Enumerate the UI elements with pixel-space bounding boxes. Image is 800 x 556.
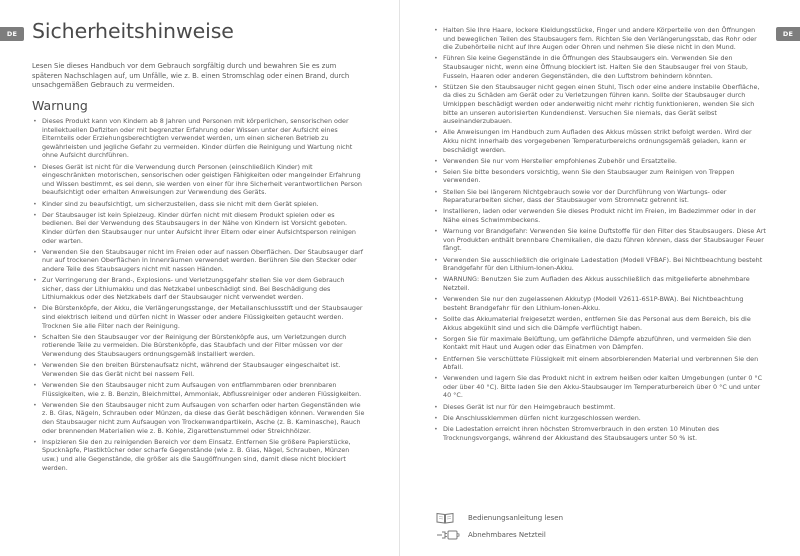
right-warning-list	[433, 26, 767, 445]
legend-label: Bedienungsanleitung lesen	[468, 514, 564, 522]
page-title: Sicherheitshinweise	[32, 19, 234, 43]
list-item: • Schalten Sie den Staubsauger vor der Reinigung der Bürstenköpfe aus, um Verletzungen durch rotierende Teile zu vermeiden. Die Bürstenköpfe, das Staubfach und der Filter müssen vor der Verwendung des Staubsaugers ordnungsgemäß installiert werden.	[32, 333, 365, 359]
list-item: • Verwenden und lagern Sie das Produkt nicht in extrem heißen oder kalten Umgebungen (unter 0 °C oder über 40 °C). Bitte laden Sie den Akku-Staubsauger im Temperaturbereich über 0 °C und unter 40 °C.	[433, 374, 767, 400]
list-item: • Die Bürstenköpfe, der Akku, die Verlängerungsstange, der Metallanschlussstift und der Staubsauger sind elektrisch leitend und dürfen nicht in Wasser oder andere Flüssigkeiten getaucht werden. Trocknen Sie alle Filter nach der Reinigung.	[32, 304, 365, 330]
list-item: • Verwenden Sie den Staubsauger nicht zum Aufsaugen von scharfen oder harten Gegenständen wie z. B. Glas, Nägeln, Schrauben oder Münzen, da diese das Gerät beschädigen können. Verwenden Sie den Staubsauger nicht zum Aufsaugen von Trockenwandpartikeln, Asche (z. B. Kaminasche), Rauch oder brennenden Materialien wie z. B. Kohle, Zigarettenstummel oder Streichhölzer.	[32, 401, 365, 435]
legend-label: Abnehmbares Netzteil	[468, 531, 546, 539]
list-item: • WARNUNG: Benutzen Sie zum Aufladen des Akkus ausschließlich das mitgelieferte abnehmbare Netzteil.	[433, 275, 767, 292]
list-item: • Stützen Sie den Staubsauger nicht gegen einen Stuhl, Tisch oder eine andere instabile Oberfläche, da dies zu Schäden am Gerät oder zu Verletzungen führen kann. Sollte der Staubsauger durch Umkippen beschädigt werden oder anderweitig nicht mehr richtig funktionieren, wenden Sie sich bitte an unseren autorisierten Kundendienst. Versuchen Sie niemals, das Gerät selbst auseinanderzubauen.	[433, 83, 767, 126]
list-item: • Halten Sie Ihre Haare, lockere Kleidungsstücke, Finger und andere Körperteile von den Öffnungen und beweglichen Teilen des Staubsaugers fern. Richten Sie den Verlängerungsstab, das Rohr oder die Zubehörteile nicht auf Ihre Augen oder Ohren und nehmen Sie diese nicht in den Mund.	[433, 26, 767, 52]
list-item: • Verwenden Sie den breiten Bürstenaufsatz nicht, während der Staubsauger eingeschaltet ist. Verwenden Sie das Gerät nicht bei nassem Fell.	[32, 361, 365, 378]
list-item: • Zur Verringerung der Brand-, Explosions- und Verletzungsgefahr stellen Sie vor dem Gebrauch sicher, dass der Lithiumakku und das Netzkabel unbeschädigt sind. Bei Beschädigung des Lithiumakkus oder des Netzkabels darf der Staubsauger nicht verwendet werden.	[32, 276, 365, 302]
language-tab: DE	[776, 27, 800, 41]
left-warning-list	[32, 117, 365, 475]
legend-detachable-adapter	[436, 529, 736, 541]
warning-heading: Warnung	[32, 98, 88, 113]
list-item: • Verwenden Sie ausschließlich die originale Ladestation (Modell VFBAF). Bei Nichtbeachtung besteht Brandgefahr für den Lithium-Ionen-Akku.	[433, 256, 767, 273]
list-item: • Die Ladestation erreicht ihren höchsten Stromverbrauch in den ersten 10 Minuten des Trocknungsvorgangs, während der Akkustand des Staubsaugers unter 50 % ist.	[433, 425, 767, 442]
list-item: • Sollte das Akkumaterial freigesetzt werden, entfernen Sie das Personal aus dem Bereich, bis die Akkus abgekühlt sind und sich die Dämpfe verflüchtigt haben.	[433, 315, 767, 332]
list-item: • Dieses Produkt kann von Kindern ab 8 Jahren und Personen mit körperlichen, sensorischen oder intellektuellen Defiziten oder mit begrenzter Erfahrung oder Wissen unter der Aufsicht eines Elternteils oder Erziehungsberechtigten verwendet werden, um einen sicheren Betrieb zu gewährleisten und jegliche Gefahr zu vermeiden. Kinder dürfen die Reinigung und Wartung nicht ohne Aufsicht durchführen.	[32, 117, 365, 160]
list-item: • Seien Sie bitte besonders vorsichtig, wenn Sie den Staubsauger zum Reinigen von Treppen verwenden.	[433, 168, 767, 185]
list-item: • Entfernen Sie verschüttete Flüssigkeit mit einem absorbierenden Material und verbrennen Sie den Abfall.	[433, 355, 767, 372]
intro-paragraph: Lesen Sie dieses Handbuch vor dem Gebrauch sorgfältig durch und bewahren Sie es zum späteren Nachschlagen auf, um Unfälle, wie z. B. einen Stromschlag oder einen Brand, durch unsachgemäßen Gebrauch zu vermeiden.	[32, 62, 350, 89]
list-item: • Verwenden Sie den Staubsauger nicht zum Aufsaugen von entflammbaren oder brennbaren Flüssigkeiten, wie z. B. Benzin, Bleichmittel, Ammoniak, Abflussreiniger oder anderen Flüssigkeiten.	[32, 381, 365, 398]
list-item: • Sorgen Sie für maximale Belüftung, um gefährliche Dämpfe abzuführen, und vermeiden Sie den Kontakt mit Haut und Augen oder das Einatmen von Dämpfen.	[433, 335, 767, 352]
power-adapter-icon	[436, 529, 462, 541]
list-item: • Dieses Gerät ist nicht für die Verwendung durch Personen (einschließlich Kinder) mit eingeschränkten motorischen, sensorischen oder geistigen Fähigkeiten oder mangelnder Erfahrung und Wissen bestimmt, es sei denn, sie werden von einer für ihre Sicherheit verantwortlichen Person beaufsichtigt oder erhalten Anweisungen zur Verwendung des Geräts.	[32, 163, 365, 197]
right-page	[400, 0, 800, 556]
list-item: • Inspizieren Sie den zu reinigenden Bereich vor dem Einsatz. Entfernen Sie größere Papierstücke, Spucknäpfe, Plastiktücher oder scharfe Gegenstände (wie z. B. Glas, Nägel, Schrauben, Münzen usw.) und alle Gegenstände, die größer als die Saugöffnungen sind, damit diese nicht blockiert werden.	[32, 438, 365, 472]
legend-read-manual	[436, 512, 736, 524]
manual-book-icon	[436, 512, 462, 524]
list-item: • Alle Anweisungen im Handbuch zum Aufladen des Akkus müssen strikt befolgt werden. Wird der Akku nicht innerhalb des vorgegebenen Temperaturbereichs ordnungsgemäß geladen, kann er beschädigt werden.	[433, 128, 767, 154]
list-item: • Kinder sind zu beaufsichtigt, um sicherzustellen, dass sie nicht mit dem Gerät spielen.	[32, 200, 365, 209]
list-item: • Verwenden Sie nur vom Hersteller empfohlenes Zubehör und Ersatzteile.	[433, 157, 767, 166]
list-item: • Dieses Gerät ist nur für den Heimgebrauch bestimmt.	[433, 403, 767, 412]
list-item: • Führen Sie keine Gegenstände in die Öffnungen des Staubsaugers ein. Verwenden Sie den Staubsauger nicht, wenn eine Öffnung blockiert ist. Halten Sie den Staubsauger frei von Staub, Fusseln, Haaren oder anderen Gegenständen, die den Luftstrom behindern könnten.	[433, 54, 767, 80]
list-item: • Verwenden Sie den Staubsauger nicht im Freien oder auf nassen Oberflächen. Der Staubsauger darf nur auf trockenen Oberflächen in Innenräumen verwendet werden. Berühren Sie den Stecker oder andere Teile des Staubsaugers nicht mit nassen Händen.	[32, 248, 365, 274]
list-item: • Die Anschlussklemmen dürfen nicht kurzgeschlossen werden.	[433, 414, 767, 423]
list-item: • Stellen Sie bei längerem Nichtgebrauch sowie vor der Durchführung von Wartungs- oder Reparaturarbeiten sicher, dass der Staubsauger vom Stromnetz getrennt ist.	[433, 188, 767, 205]
list-item: • Warnung vor Brandgefahr: Verwenden Sie keine Duftstoffe für den Filter des Staubsaugers. Diese Art von Produkten enthält brennbare Chemikalien, die dazu führen können, dass der Staubsauger Feuer fängt.	[433, 227, 767, 253]
language-tab: DE	[0, 27, 24, 41]
list-item: • Verwenden Sie nur den zugelassenen Akkutyp (Modell V2611-6S1P-BWA). Bei Nichtbeachtung besteht Brandgefahr für den Lithium-Ionen-Akku.	[433, 295, 767, 312]
list-item: • Installieren, laden oder verwenden Sie dieses Produkt nicht im Freien, im Badezimmer oder in der Nähe eines Schwimmbeckens.	[433, 207, 767, 224]
list-item: • Der Staubsauger ist kein Spielzeug. Kinder dürfen nicht mit diesem Produkt spielen oder es bedienen. Bei der Verwendung des Staubsaugers in der Nähe von Kindern ist Vorsicht geboten. Kinder dürfen den Staubsauger nur unter Aufsicht ihrer Eltern oder einer Aufsichtsperson reinigen oder warten.	[32, 211, 365, 245]
